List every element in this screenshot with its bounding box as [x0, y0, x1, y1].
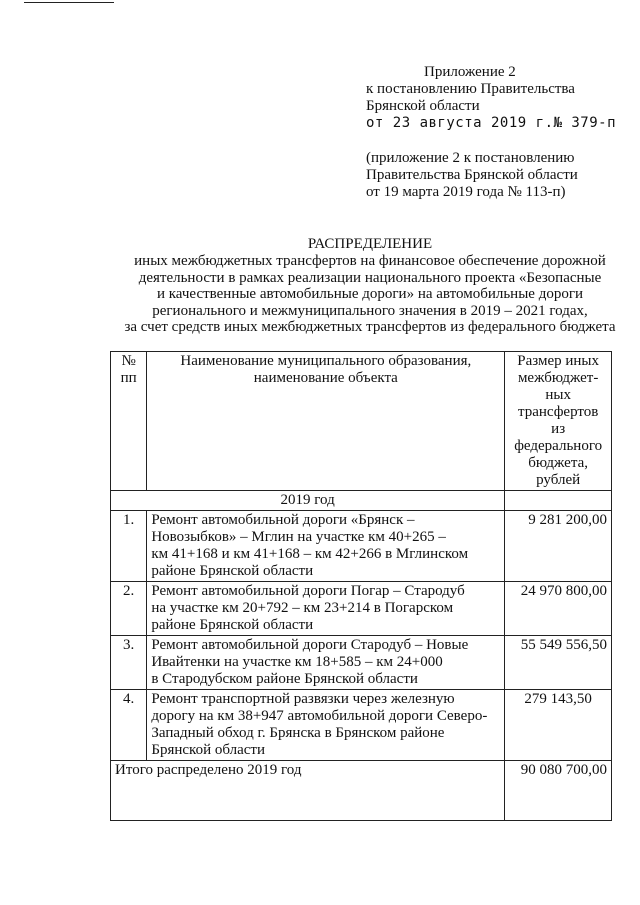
header-line: пп — [120, 370, 137, 386]
row-name — [147, 636, 505, 690]
row-num: 4. — [111, 690, 147, 761]
previous-appendix-block — [366, 150, 578, 201]
row-name-line: км 41+168 и км 41+168 – км 42+266 в Мглинском — [151, 546, 469, 562]
table-header-row — [111, 352, 612, 491]
row-name — [147, 511, 505, 582]
row-amount: 279 143,50 — [505, 690, 612, 761]
header-line: Размер иных — [517, 353, 600, 369]
total-row — [111, 761, 612, 821]
header-line: Наименование муниципального образования, — [180, 353, 472, 369]
table-row — [111, 511, 612, 582]
top-rule — [24, 2, 114, 3]
row-name-line: Ремонт автомобильной дороги Стародуб – Новые — [151, 637, 469, 653]
row-name-line: на участке км 20+792 – км 23+214 в Погарском — [151, 600, 454, 616]
year-label: 2019 год — [111, 491, 505, 511]
subtitle-line: и качественные автомобильные дороги» на автомобильные дороги — [156, 286, 584, 302]
distribution-table — [110, 351, 612, 821]
row-name-line: дорогу на км 38+947 автомобильной дороги Северо- — [151, 708, 488, 724]
row-name-line: Ремонт автомобильной дороги Погар – Стародуб — [151, 583, 465, 599]
table-row — [111, 582, 612, 636]
row-name-line: Ивайтенки на участке км 18+585 – км 24+000 — [151, 654, 443, 670]
appendix-line: Приложение 2 — [424, 64, 516, 80]
header-line: № — [121, 353, 136, 369]
row-name-line: районе Брянской области — [151, 563, 314, 579]
total-amount: 90 080 700,00 — [505, 761, 612, 821]
appendix-block — [366, 64, 616, 132]
header-line: из — [551, 421, 566, 437]
previous-appendix-line: от 19 марта 2019 года № 113-п) — [366, 184, 566, 200]
table-row — [111, 636, 612, 690]
header-num — [111, 352, 147, 491]
row-name-line: Западный обход г. Брянска в Брянском районе — [151, 725, 445, 741]
header-line: наименование объекта — [253, 370, 398, 386]
table-row — [111, 690, 612, 761]
document-title: РАСПРЕДЕЛЕНИЕ — [307, 236, 433, 252]
row-name-line: районе Брянской области — [151, 617, 314, 633]
header-name — [147, 352, 505, 491]
row-num: 3. — [111, 636, 147, 690]
row-name-line: Новозыбков» – Мглин на участке км 40+265 – — [151, 529, 446, 545]
row-name-line: в Стародубском районе Брянской области — [151, 671, 418, 687]
row-amount: 24 970 800,00 — [505, 582, 612, 636]
row-name — [147, 690, 505, 761]
year-row — [111, 491, 612, 511]
subtitle-line: деятельности в рамках реализации национального проекта «Безопасные — [138, 269, 602, 286]
appendix-line: к постановлению Правительства — [366, 81, 575, 97]
year-empty-cell — [505, 491, 612, 511]
previous-appendix-line: (приложение 2 к постановлению — [366, 150, 575, 166]
document-subtitle — [100, 253, 640, 336]
row-name-line: Ремонт автомобильной дороги «Брянск – — [151, 512, 415, 528]
row-num: 2. — [111, 582, 147, 636]
header-amount — [505, 352, 612, 491]
header-line: федерального — [514, 438, 603, 454]
header-line: ных — [545, 387, 571, 403]
header-line: межбюджет- — [517, 370, 599, 386]
total-label: Итого распределено 2019 год — [111, 761, 505, 821]
subtitle-line: иных межбюджетных трансфертов на финансовое обеспечение дорожной — [134, 253, 606, 269]
appendix-line: Брянской области — [366, 98, 480, 114]
row-name — [147, 582, 505, 636]
row-num: 1. — [111, 511, 147, 582]
subtitle-line: регионального и межмуниципального значения в 2019 – 2021 годах, — [152, 302, 588, 319]
previous-appendix-line: Правительства Брянской области — [366, 167, 578, 183]
subtitle-line: за счет средств иных межбюджетных трансфертов из федерального бюджета — [124, 319, 616, 335]
header-line: трансфертов — [517, 404, 599, 420]
row-amount: 9 281 200,00 — [505, 511, 612, 582]
row-amount: 55 549 556,50 — [505, 636, 612, 690]
appendix-date-stamp: от 23 августа 2019 г.№ 379-п — [366, 115, 617, 131]
header-line: бюджета, — [528, 455, 588, 471]
header-line: рублей — [536, 472, 581, 488]
row-name-line: Брянской области — [151, 742, 265, 758]
row-name-line: Ремонт транспортной развязки через железную — [151, 691, 455, 707]
